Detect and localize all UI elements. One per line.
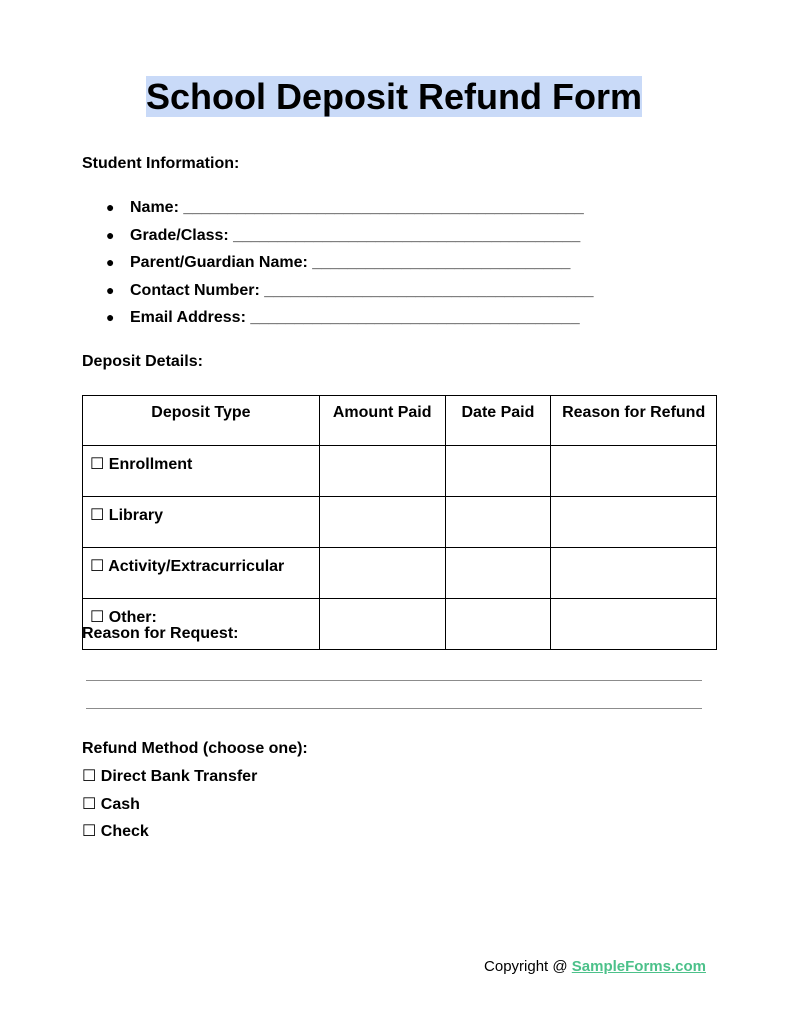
option-label: Cash bbox=[100, 795, 140, 813]
deposit-type-label: Activity/Extracurricular bbox=[108, 558, 285, 575]
amount-paid-cell[interactable] bbox=[319, 548, 445, 599]
checkbox-other[interactable]: ☐ bbox=[90, 609, 105, 626]
checkbox-activity[interactable]: ☐ bbox=[90, 558, 105, 575]
date-paid-cell[interactable] bbox=[445, 599, 551, 650]
checkbox-check[interactable]: ☐ bbox=[82, 823, 97, 840]
column-header: Reason for Refund bbox=[551, 396, 717, 446]
column-header: Deposit Type bbox=[83, 396, 320, 446]
date-paid-cell[interactable] bbox=[445, 497, 551, 548]
field-blank[interactable]: _____________________________________ bbox=[250, 309, 580, 326]
field-label: Email Address: bbox=[130, 309, 246, 326]
student-field-guardian[interactable] bbox=[106, 252, 593, 280]
refund-reason-cell[interactable] bbox=[551, 599, 717, 650]
field-blank[interactable]: _____________________________________ bbox=[264, 281, 594, 299]
field-blank[interactable]: _____________________________ bbox=[312, 254, 571, 271]
student-field-name[interactable] bbox=[106, 197, 593, 225]
table-row bbox=[83, 548, 717, 599]
refund-option-cash[interactable] bbox=[82, 795, 257, 823]
amount-paid-cell[interactable] bbox=[319, 599, 445, 650]
student-field-email[interactable] bbox=[106, 307, 593, 335]
amount-paid-cell[interactable] bbox=[319, 497, 445, 548]
field-blank[interactable]: _____________________________________________ bbox=[183, 199, 584, 216]
bullet-icon: ● bbox=[106, 226, 115, 243]
field-label: Contact Number: bbox=[130, 281, 260, 299]
refund-option-check[interactable] bbox=[82, 822, 257, 850]
copyright-text: Copyright @ bbox=[484, 958, 572, 975]
table-row bbox=[83, 446, 717, 497]
refund-reason-cell[interactable] bbox=[551, 446, 717, 497]
column-header: Amount Paid bbox=[319, 396, 445, 446]
date-paid-cell[interactable] bbox=[445, 446, 551, 497]
brand-link[interactable]: SampleForms.com bbox=[571, 958, 706, 975]
table-row bbox=[83, 497, 717, 548]
deposit-table bbox=[82, 395, 717, 650]
student-field-contact[interactable] bbox=[106, 280, 593, 308]
column-header: Date Paid bbox=[445, 396, 551, 446]
reason-write-line-2[interactable] bbox=[86, 708, 702, 709]
field-label: Grade/Class: bbox=[130, 226, 229, 244]
option-label: Check bbox=[100, 823, 149, 840]
table-header-row bbox=[83, 396, 717, 446]
option-label: Direct Bank Transfer bbox=[100, 768, 258, 785]
refund-reason-cell[interactable] bbox=[551, 548, 717, 599]
student-info-heading: Student Information: bbox=[82, 155, 240, 172]
field-label: Parent/Guardian Name: bbox=[130, 254, 308, 271]
checkbox-cash[interactable]: ☐ bbox=[82, 795, 97, 813]
deposit-type-cell bbox=[83, 497, 320, 548]
bullet-icon: ● bbox=[106, 199, 115, 215]
reason-heading: Reason for Request: bbox=[82, 625, 239, 642]
refund-reason-cell[interactable] bbox=[551, 497, 717, 548]
refund-method-heading: Refund Method (choose one): bbox=[82, 740, 308, 757]
deposit-type-label: Library bbox=[108, 507, 164, 524]
date-paid-cell[interactable] bbox=[445, 548, 551, 599]
deposit-details-heading: Deposit Details: bbox=[82, 353, 203, 370]
checkbox-library[interactable]: ☐ bbox=[90, 507, 105, 524]
deposit-type-cell bbox=[83, 446, 320, 497]
field-blank[interactable]: _______________________________________ bbox=[233, 226, 581, 244]
deposit-type-label: Enrollment bbox=[108, 456, 193, 473]
student-info-list bbox=[106, 197, 593, 335]
refund-method-list bbox=[82, 767, 257, 850]
field-label: Name: bbox=[130, 199, 179, 216]
checkbox-enrollment[interactable]: ☐ bbox=[90, 456, 105, 473]
student-field-grade[interactable] bbox=[106, 225, 593, 253]
checkbox-bank-transfer[interactable]: ☐ bbox=[82, 768, 97, 785]
deposit-type-cell bbox=[83, 548, 320, 599]
refund-option-bank[interactable] bbox=[82, 767, 257, 795]
copyright-footer bbox=[0, 958, 706, 976]
reason-write-line-1[interactable] bbox=[86, 680, 702, 681]
amount-paid-cell[interactable] bbox=[319, 446, 445, 497]
bullet-icon: ● bbox=[106, 309, 115, 325]
bullet-icon: ● bbox=[106, 254, 115, 270]
bullet-icon: ● bbox=[106, 281, 115, 298]
deposit-type-label: Other: bbox=[108, 609, 157, 626]
form-title: School Deposit Refund Form bbox=[145, 76, 642, 117]
